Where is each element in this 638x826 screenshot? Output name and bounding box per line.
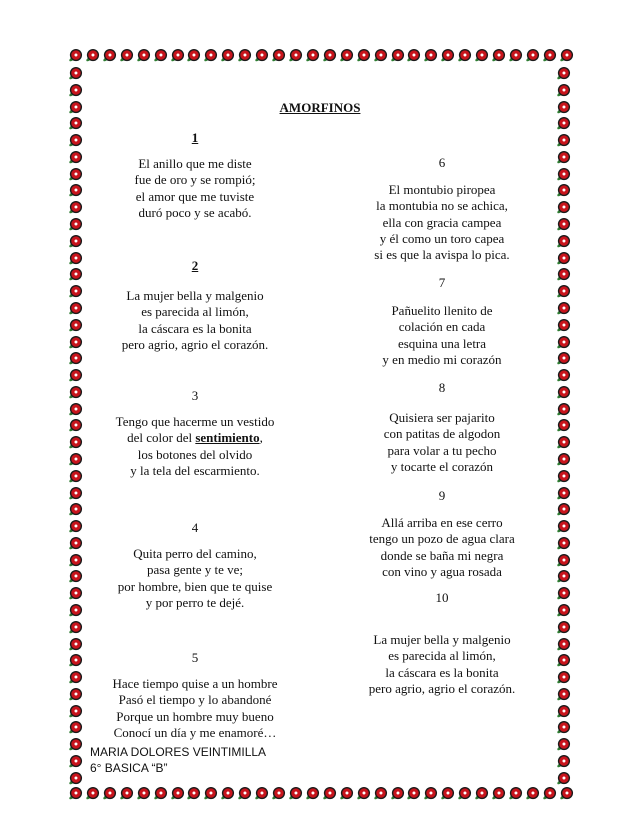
red-flower-icon — [68, 435, 83, 450]
red-flower-icon — [68, 704, 83, 719]
author-grade: 6° BASICA “B” — [90, 761, 168, 775]
red-flower-icon — [423, 786, 438, 801]
red-flower-icon — [440, 48, 455, 63]
stanza-line: con patitas de algodon — [383, 426, 501, 442]
stanza-line: y en medio mi corazón — [382, 351, 502, 367]
red-flower-icon — [556, 234, 571, 249]
red-flower-icon — [556, 620, 571, 635]
red-flower-icon — [556, 368, 571, 383]
red-flower-icon — [271, 786, 286, 801]
red-flower-icon — [556, 66, 571, 81]
stanza-line: fue de oro y se rompió; — [134, 172, 256, 188]
red-flower-icon — [556, 217, 571, 232]
stanza-line: el amor que me tuviste — [135, 188, 255, 204]
red-flower-icon — [556, 133, 571, 148]
page-border-right — [556, 66, 574, 786]
stanza-line: y la tela del escarmiento. — [130, 462, 260, 478]
red-flower-icon — [322, 786, 337, 801]
red-flower-icon — [68, 586, 83, 601]
red-flower-icon — [556, 150, 571, 165]
red-flower-icon — [68, 66, 83, 81]
stanza-line: si es que la avispa lo pica. — [374, 247, 510, 263]
stanza-line: Quita perro del camino, — [133, 546, 257, 561]
red-flower-icon — [305, 786, 320, 801]
red-flower-icon — [556, 737, 571, 752]
red-flower-icon — [305, 48, 320, 63]
stanza-line: Tengo que hacerme un vestido — [115, 414, 275, 429]
red-flower-icon — [68, 150, 83, 165]
red-flower-icon — [559, 48, 574, 63]
document-title: AMORFINOS — [279, 100, 361, 115]
stanza-8-number: 8 — [438, 380, 446, 395]
red-flower-icon — [68, 368, 83, 383]
stanza-line: Pañuelito llenito de — [391, 303, 493, 318]
red-flower-icon — [556, 418, 571, 433]
red-flower-icon — [68, 183, 83, 198]
red-flower-icon — [457, 48, 472, 63]
stanza-5-number: 5 — [191, 650, 199, 665]
red-flower-icon — [68, 234, 83, 249]
stanza-line: es parecida al limón, — [141, 304, 249, 320]
stanza-line: donde se baña mi negra — [380, 547, 504, 563]
stanza-10 — [352, 632, 532, 697]
stanza-line: esquina una letra — [397, 335, 487, 351]
stanza-text: , — [259, 430, 263, 446]
red-flower-icon — [170, 48, 185, 63]
red-flower-icon — [68, 620, 83, 635]
red-flower-icon — [556, 318, 571, 333]
red-flower-icon — [119, 48, 134, 63]
red-flower-icon — [556, 586, 571, 601]
red-flower-icon — [556, 200, 571, 215]
red-flower-icon — [68, 536, 83, 551]
red-flower-icon — [373, 48, 388, 63]
red-flower-icon — [556, 251, 571, 266]
red-flower-icon — [556, 435, 571, 450]
red-flower-icon — [68, 100, 83, 115]
stanza-3 — [95, 414, 295, 479]
stanza-7 — [352, 303, 532, 368]
stanza-line: tengo un pozo de agua clara — [369, 531, 515, 547]
red-flower-icon — [68, 720, 83, 735]
red-flower-icon — [68, 133, 83, 148]
red-flower-icon — [68, 48, 83, 63]
red-flower-icon — [186, 786, 201, 801]
red-flower-icon — [68, 251, 83, 266]
stanza-6-number: 6 — [438, 155, 446, 170]
red-flower-icon — [186, 48, 201, 63]
red-flower-icon — [474, 786, 489, 801]
red-flower-icon — [254, 786, 269, 801]
red-flower-icon — [556, 771, 571, 786]
red-flower-icon — [508, 786, 523, 801]
red-flower-icon — [68, 687, 83, 702]
red-flower-icon — [556, 402, 571, 417]
stanza-8 — [352, 410, 532, 475]
red-flower-icon — [68, 553, 83, 568]
stanza-line: con vino y agua rosada — [382, 563, 502, 579]
stanza-line: Pasó el tiempo y lo abandoné — [118, 692, 272, 708]
red-flower-icon — [68, 385, 83, 400]
red-flower-icon — [556, 335, 571, 350]
stanza-line: Conocí un día y me enamoré… — [113, 724, 277, 740]
stanza-3-number: 3 — [191, 388, 199, 403]
red-flower-icon — [556, 569, 571, 584]
stanza-line: la montubia no se achica, — [376, 198, 508, 214]
red-flower-icon — [68, 469, 83, 484]
stanza-line: la cáscara es la bonita — [138, 320, 252, 336]
stanza-line: y tocarte el corazón — [390, 458, 494, 474]
red-flower-icon — [406, 48, 421, 63]
stanza-line: la cáscara es la bonita — [385, 664, 499, 680]
red-flower-icon — [85, 48, 100, 63]
stanza-line: colación en cada — [398, 319, 486, 335]
red-flower-icon — [556, 267, 571, 282]
red-flower-icon — [542, 48, 557, 63]
stanza-10-number: 10 — [435, 590, 449, 605]
stanza-line: y él como un toro capea — [379, 230, 505, 246]
red-flower-icon — [237, 786, 252, 801]
red-flower-icon — [556, 519, 571, 534]
stanza-5 — [95, 676, 295, 741]
author-name: MARIA DOLORES VEINTIMILLA — [90, 745, 267, 759]
stanza-line: y por perro te dejé. — [145, 594, 245, 610]
page-border-bottom — [68, 786, 574, 804]
red-flower-icon — [525, 786, 540, 801]
red-flower-icon — [491, 48, 506, 63]
red-flower-icon — [339, 48, 354, 63]
stanza-9-number: 9 — [438, 488, 446, 503]
red-flower-icon — [68, 116, 83, 131]
stanza-2-number: 2 — [191, 258, 199, 273]
red-flower-icon — [556, 536, 571, 551]
red-flower-icon — [68, 771, 83, 786]
red-flower-icon — [102, 786, 117, 801]
red-flower-icon — [556, 637, 571, 652]
red-flower-icon — [68, 603, 83, 618]
red-flower-icon — [556, 100, 571, 115]
red-flower-icon — [556, 720, 571, 735]
red-flower-icon — [356, 786, 371, 801]
red-flower-icon — [68, 301, 83, 316]
red-flower-icon — [556, 116, 571, 131]
red-flower-icon — [203, 786, 218, 801]
red-flower-icon — [556, 469, 571, 484]
red-flower-icon — [556, 284, 571, 299]
red-flower-icon — [556, 183, 571, 198]
stanza-line: por hombre, bien que te quise — [117, 578, 273, 594]
red-flower-icon — [153, 786, 168, 801]
stanza-line: es parecida al limón, — [388, 648, 496, 664]
red-flower-icon — [68, 418, 83, 433]
stanza-4 — [95, 546, 295, 611]
red-flower-icon — [339, 786, 354, 801]
stanza-line: duró poco y se acabó. — [138, 204, 252, 220]
red-flower-icon — [170, 786, 185, 801]
red-flower-icon — [556, 502, 571, 517]
stanza-line: El anillo que me diste — [138, 156, 252, 171]
stanza-line: pero agrio, agrio el corazón. — [121, 336, 269, 352]
red-flower-icon — [457, 786, 472, 801]
stanza-line: Allá arriba en ese cerro — [381, 515, 503, 530]
stanza-line — [95, 430, 295, 446]
stanza-2 — [95, 288, 295, 353]
stanza-line: La mujer bella y malgenio — [373, 632, 511, 647]
red-flower-icon — [373, 786, 388, 801]
red-flower-icon — [556, 603, 571, 618]
stanza-9 — [352, 515, 532, 580]
red-flower-icon — [254, 48, 269, 63]
red-flower-icon — [68, 502, 83, 517]
stanza-1-number: 1 — [191, 130, 199, 145]
red-flower-icon — [390, 786, 405, 801]
author-block — [90, 744, 266, 776]
stanza-4-number: 4 — [191, 520, 199, 535]
stanza-line: La mujer bella y malgenio — [126, 288, 264, 303]
stanza-line: pero agrio, agrio el corazón. — [368, 680, 516, 696]
red-flower-icon — [556, 704, 571, 719]
page-border-left — [68, 66, 86, 786]
red-flower-icon — [288, 48, 303, 63]
red-flower-icon — [68, 670, 83, 685]
red-flower-icon — [542, 786, 557, 801]
stanza-line: para volar a tu pecho — [387, 442, 497, 458]
red-flower-icon — [68, 737, 83, 752]
red-flower-icon — [68, 486, 83, 501]
stanza-line: ella con gracia campea — [382, 214, 502, 230]
red-flower-icon — [556, 83, 571, 98]
red-flower-icon — [68, 267, 83, 282]
red-flower-icon — [322, 48, 337, 63]
stanza-line: Porque un hombre muy bueno — [116, 708, 274, 724]
stanza-line: Quisiera ser pajarito — [389, 410, 495, 425]
red-flower-icon — [68, 786, 83, 801]
red-flower-icon — [85, 786, 100, 801]
red-flower-icon — [68, 217, 83, 232]
red-flower-icon — [288, 786, 303, 801]
red-flower-icon — [119, 786, 134, 801]
red-flower-icon — [68, 452, 83, 467]
red-flower-icon — [68, 335, 83, 350]
red-flower-icon — [525, 48, 540, 63]
red-flower-icon — [102, 48, 117, 63]
red-flower-icon — [556, 670, 571, 685]
red-flower-icon — [220, 786, 235, 801]
red-flower-icon — [423, 48, 438, 63]
red-flower-icon — [556, 653, 571, 668]
red-flower-icon — [556, 754, 571, 769]
red-flower-icon — [68, 653, 83, 668]
red-flower-icon — [474, 48, 489, 63]
red-flower-icon — [406, 786, 421, 801]
page-border-top — [68, 48, 574, 66]
red-flower-icon — [68, 569, 83, 584]
red-flower-icon — [559, 786, 574, 801]
red-flower-icon — [491, 786, 506, 801]
red-flower-icon — [556, 553, 571, 568]
red-flower-icon — [68, 402, 83, 417]
red-flower-icon — [556, 351, 571, 366]
red-flower-icon — [508, 48, 523, 63]
red-flower-icon — [271, 48, 286, 63]
stanza-6 — [352, 182, 532, 263]
stanza-line: El montubio piropea — [388, 182, 496, 197]
underlined-word: sentimiento — [195, 430, 260, 446]
red-flower-icon — [153, 48, 168, 63]
red-flower-icon — [556, 687, 571, 702]
red-flower-icon — [556, 452, 571, 467]
red-flower-icon — [68, 83, 83, 98]
red-flower-icon — [556, 486, 571, 501]
red-flower-icon — [68, 519, 83, 534]
red-flower-icon — [556, 301, 571, 316]
red-flower-icon — [390, 48, 405, 63]
stanza-7-number: 7 — [438, 275, 446, 290]
red-flower-icon — [68, 167, 83, 182]
red-flower-icon — [68, 284, 83, 299]
red-flower-icon — [237, 48, 252, 63]
stanza-text: del color del — [127, 430, 193, 446]
stanza-line: pasa gente y te ve; — [146, 562, 243, 578]
stanza-1 — [100, 156, 290, 221]
red-flower-icon — [68, 637, 83, 652]
red-flower-icon — [220, 48, 235, 63]
stanza-line: Hace tiempo quise a un hombre — [112, 676, 278, 691]
red-flower-icon — [356, 48, 371, 63]
red-flower-icon — [68, 318, 83, 333]
red-flower-icon — [556, 385, 571, 400]
red-flower-icon — [203, 48, 218, 63]
red-flower-icon — [440, 786, 455, 801]
red-flower-icon — [68, 200, 83, 215]
red-flower-icon — [68, 754, 83, 769]
red-flower-icon — [68, 351, 83, 366]
stanza-line: los botones del olvido — [137, 446, 253, 462]
red-flower-icon — [136, 48, 151, 63]
red-flower-icon — [136, 786, 151, 801]
red-flower-icon — [556, 167, 571, 182]
